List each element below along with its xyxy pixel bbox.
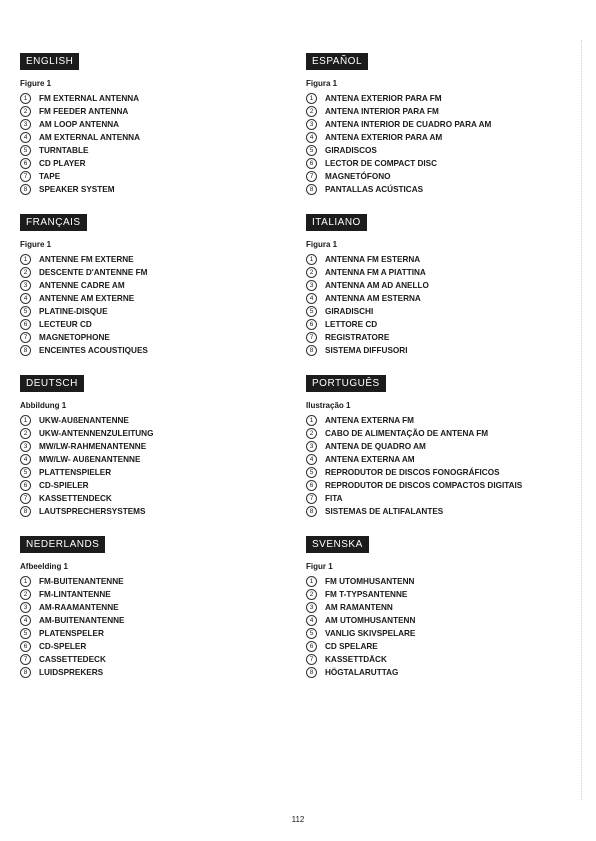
item-text: LUIDSPREKERS [39, 668, 104, 677]
section-espanol [306, 51, 566, 196]
list-item [306, 627, 566, 640]
list-item [20, 479, 280, 492]
page-number: 112 [291, 815, 305, 824]
item-text: FITA [325, 494, 343, 503]
item-number: 8 [306, 506, 317, 517]
margin-line [581, 40, 582, 800]
item-number: 4 [20, 615, 31, 626]
figure-label: Ilustração 1 [306, 401, 351, 410]
item-number: 7 [20, 332, 31, 343]
item-number: 3 [306, 119, 317, 130]
item-number: 7 [306, 332, 317, 343]
list-item [306, 157, 566, 170]
item-number: 8 [306, 184, 317, 195]
language-tag: PORTUGUÊS [306, 375, 386, 392]
item-text: UKW-ANTENNENZULEITUNG [39, 429, 154, 438]
item-number: 8 [306, 667, 317, 678]
item-text: ANTENNE CADRE AM [39, 281, 125, 290]
language-tag: SVENSKA [306, 536, 369, 553]
item-text: KASSETTDÄCK [325, 655, 387, 664]
language-tag: NEDERLANDS [20, 536, 105, 553]
list-item [20, 170, 280, 183]
list-item [306, 266, 566, 279]
item-list [20, 575, 280, 679]
item-number: 4 [306, 293, 317, 304]
item-text: FM-BUITENANTENNE [39, 577, 124, 586]
item-text: ANTENNA AM ESTERNA [325, 294, 421, 303]
list-item [20, 344, 280, 357]
list-item [306, 331, 566, 344]
item-text: REPRODUTOR DE DISCOS COMPACTOS DIGITAIS [325, 481, 523, 490]
item-list [20, 253, 280, 357]
figure-label: Abbildung 1 [20, 401, 67, 410]
item-text: CD-SPIELER [39, 481, 89, 490]
item-text: LECTOR DE COMPACT DISC [325, 159, 438, 168]
list-item [20, 627, 280, 640]
item-text: LECTEUR CD [39, 320, 92, 329]
item-number: 3 [20, 280, 31, 291]
list-item [20, 157, 280, 170]
language-tag: DEUTSCH [20, 375, 84, 392]
item-list [306, 92, 566, 196]
item-number: 4 [20, 132, 31, 143]
item-number: 4 [306, 132, 317, 143]
item-text: LETTORE CD [325, 320, 378, 329]
item-text: CD PLAYER [39, 159, 86, 168]
list-item [20, 666, 280, 679]
item-number: 2 [306, 428, 317, 439]
item-text: LAUTSPRECHERSYSTEMS [39, 507, 146, 516]
item-number: 3 [306, 602, 317, 613]
list-item [306, 105, 566, 118]
item-text: VANLIG SKIVSPELARE [325, 629, 416, 638]
item-text: SISTEMA DIFFUSORI [325, 346, 408, 355]
item-text: REGISTRATORE [325, 333, 390, 342]
item-number: 4 [20, 293, 31, 304]
item-text: CABO DE ALIMENTAÇÃO DE ANTENA FM [325, 429, 489, 438]
list-item [20, 318, 280, 331]
item-number: 2 [20, 589, 31, 600]
item-number: 8 [20, 345, 31, 356]
list-item [306, 170, 566, 183]
item-number: 3 [20, 119, 31, 130]
section-svenska [306, 534, 566, 679]
item-number: 6 [20, 480, 31, 491]
item-number: 5 [306, 628, 317, 639]
item-text: CD-SPELER [39, 642, 87, 651]
list-item [306, 279, 566, 292]
item-number: 2 [20, 106, 31, 117]
item-text: GIRADISCOS [325, 146, 377, 155]
list-item [20, 92, 280, 105]
figure-label: Figura 1 [306, 79, 338, 88]
list-item [306, 453, 566, 466]
list-item [20, 292, 280, 305]
item-number: 2 [20, 428, 31, 439]
list-item [20, 279, 280, 292]
item-number: 7 [306, 171, 317, 182]
item-number: 3 [306, 280, 317, 291]
item-text: ANTENA DE QUADRO AM [325, 442, 426, 451]
section-italiano [306, 212, 566, 357]
item-text: REPRODUTOR DE DISCOS FONOGRÁFICOS [325, 468, 500, 477]
item-list [306, 575, 566, 679]
item-text: AM UTOMHUSANTENN [325, 616, 416, 625]
item-text: MW/LW-RAHMENANTENNE [39, 442, 147, 451]
item-number: 8 [20, 667, 31, 678]
language-tag: ESPAÑOL [306, 53, 368, 70]
item-list [20, 414, 280, 518]
item-text: HÖGTALARUTTAG [325, 668, 399, 677]
list-item [20, 601, 280, 614]
item-text: ANTENNE AM EXTERNE [39, 294, 135, 303]
list-item [20, 492, 280, 505]
item-text: MAGNETÓFONO [325, 172, 391, 181]
item-text: FM UTOMHUSANTENN [325, 577, 415, 586]
list-item [306, 183, 566, 196]
list-item [306, 440, 566, 453]
item-text: FM FEEDER ANTENNA [39, 107, 129, 116]
item-text: PANTALLAS ACÚSTICAS [325, 185, 424, 194]
item-number: 6 [20, 319, 31, 330]
item-text: ANTENA INTERIOR DE CUADRO PARA AM [325, 120, 492, 129]
item-number: 2 [20, 267, 31, 278]
item-number: 5 [20, 628, 31, 639]
item-text: ENCEINTES ACOUSTIQUES [39, 346, 148, 355]
item-text: AM-BUITENANTENNE [39, 616, 125, 625]
item-number: 6 [306, 641, 317, 652]
item-text: DESCENTE D'ANTENNE FM [39, 268, 148, 277]
list-item [20, 266, 280, 279]
item-text: MW/LW- AUßENANTENNE [39, 455, 141, 464]
language-tag: FRANÇAIS [20, 214, 87, 231]
item-text: ANTENNA AM AD ANELLO [325, 281, 429, 290]
item-number: 1 [306, 93, 317, 104]
item-text: FM EXTERNAL ANTENNA [39, 94, 140, 103]
item-number: 1 [306, 254, 317, 265]
item-number: 1 [20, 93, 31, 104]
language-tag: ITALIANO [306, 214, 367, 231]
list-item [306, 427, 566, 440]
list-item [306, 253, 566, 266]
item-number: 7 [20, 171, 31, 182]
list-item [20, 131, 280, 144]
list-item [306, 144, 566, 157]
figure-label: Figura 1 [306, 240, 338, 249]
item-text: MAGNETOPHONE [39, 333, 110, 342]
item-text: AM RAMANTENN [325, 603, 393, 612]
item-number: 7 [20, 493, 31, 504]
item-text: ANTENNA FM A PIATTINA [325, 268, 426, 277]
list-item [20, 414, 280, 427]
item-number: 3 [20, 602, 31, 613]
item-number: 8 [20, 184, 31, 195]
item-number: 5 [306, 467, 317, 478]
item-number: 6 [306, 319, 317, 330]
list-item [306, 614, 566, 627]
list-item [20, 440, 280, 453]
item-number: 1 [306, 415, 317, 426]
item-number: 2 [306, 267, 317, 278]
item-text: AM LOOP ANTENNA [39, 120, 120, 129]
item-number: 5 [306, 145, 317, 156]
item-text: FM T-TYPSANTENNE [325, 590, 408, 599]
section-portugues [306, 373, 566, 518]
list-item [20, 183, 280, 196]
list-item [306, 305, 566, 318]
item-number: 5 [20, 306, 31, 317]
list-item [306, 131, 566, 144]
list-item [20, 253, 280, 266]
figure-label: Afbeelding 1 [20, 562, 69, 571]
item-text: ANTENA EXTERIOR PARA FM [325, 94, 442, 103]
item-text: UKW-AUßENANTENNE [39, 416, 129, 425]
section-francais [20, 212, 280, 357]
language-tag: ENGLISH [20, 53, 79, 70]
list-item [20, 305, 280, 318]
item-text: PLATTENSPIELER [39, 468, 112, 477]
list-item [306, 92, 566, 105]
list-item [306, 466, 566, 479]
list-item [20, 640, 280, 653]
list-item [306, 492, 566, 505]
list-item [306, 666, 566, 679]
item-number: 1 [20, 415, 31, 426]
figure-label: Figur 1 [306, 562, 333, 571]
item-number: 6 [20, 158, 31, 169]
item-number: 7 [20, 654, 31, 665]
list-item [306, 640, 566, 653]
list-item [20, 575, 280, 588]
item-number: 4 [306, 615, 317, 626]
item-text: ANTENA EXTERNA AM [325, 455, 415, 464]
item-number: 7 [306, 654, 317, 665]
list-item [20, 331, 280, 344]
list-item [306, 479, 566, 492]
list-item [20, 588, 280, 601]
item-number: 7 [306, 493, 317, 504]
item-text: TAPE [39, 172, 61, 181]
list-item [20, 466, 280, 479]
item-text: AM EXTERNAL ANTENNA [39, 133, 140, 142]
item-number: 1 [20, 254, 31, 265]
item-number: 1 [306, 576, 317, 587]
item-number: 3 [20, 441, 31, 452]
list-item [20, 453, 280, 466]
item-text: ANTENA EXTERIOR PARA AM [325, 133, 443, 142]
figure-label: Figure 1 [20, 79, 52, 88]
item-text: PLATINE-DISQUE [39, 307, 108, 316]
list-item [20, 105, 280, 118]
item-number: 5 [20, 467, 31, 478]
list-item [306, 653, 566, 666]
list-item [306, 505, 566, 518]
item-number: 5 [306, 306, 317, 317]
list-item [20, 614, 280, 627]
item-text: ANTENA EXTERNA FM [325, 416, 414, 425]
item-number: 2 [306, 106, 317, 117]
item-list [306, 414, 566, 518]
item-list [306, 253, 566, 357]
item-list [20, 92, 280, 196]
item-text: CASSETTEDECK [39, 655, 106, 664]
item-number: 1 [20, 576, 31, 587]
list-item [306, 292, 566, 305]
list-item [306, 414, 566, 427]
item-text: CD SPELARE [325, 642, 378, 651]
list-item [306, 318, 566, 331]
item-number: 5 [20, 145, 31, 156]
item-number: 8 [306, 345, 317, 356]
section-english [20, 51, 280, 196]
list-item [306, 344, 566, 357]
section-nederlands [20, 534, 280, 679]
item-text: SISTEMAS DE ALTIFALANTES [325, 507, 444, 516]
list-item [20, 505, 280, 518]
list-item [306, 601, 566, 614]
item-text: PLATENSPELER [39, 629, 104, 638]
item-number: 4 [20, 454, 31, 465]
item-number: 6 [306, 480, 317, 491]
figure-label: Figure 1 [20, 240, 52, 249]
item-text: ANTENA INTERIOR PARA FM [325, 107, 439, 116]
list-item [20, 427, 280, 440]
item-text: TURNTABLE [39, 146, 89, 155]
item-text: SPEAKER SYSTEM [39, 185, 115, 194]
item-number: 4 [306, 454, 317, 465]
item-number: 2 [306, 589, 317, 600]
list-item [20, 118, 280, 131]
list-item [306, 588, 566, 601]
item-number: 6 [20, 641, 31, 652]
item-text: ANTENNA FM ESTERNA [325, 255, 421, 264]
item-text: AM-RAAMANTENNE [39, 603, 119, 612]
item-text: ANTENNE FM EXTERNE [39, 255, 134, 264]
list-item [306, 575, 566, 588]
section-deutsch [20, 373, 280, 518]
item-number: 6 [306, 158, 317, 169]
item-text: KASSETTENDECK [39, 494, 112, 503]
item-text: GIRADISCHI [325, 307, 374, 316]
item-text: FM-LINTANTENNE [39, 590, 111, 599]
list-item [20, 144, 280, 157]
list-item [306, 118, 566, 131]
item-number: 3 [306, 441, 317, 452]
list-item [20, 653, 280, 666]
item-number: 8 [20, 506, 31, 517]
